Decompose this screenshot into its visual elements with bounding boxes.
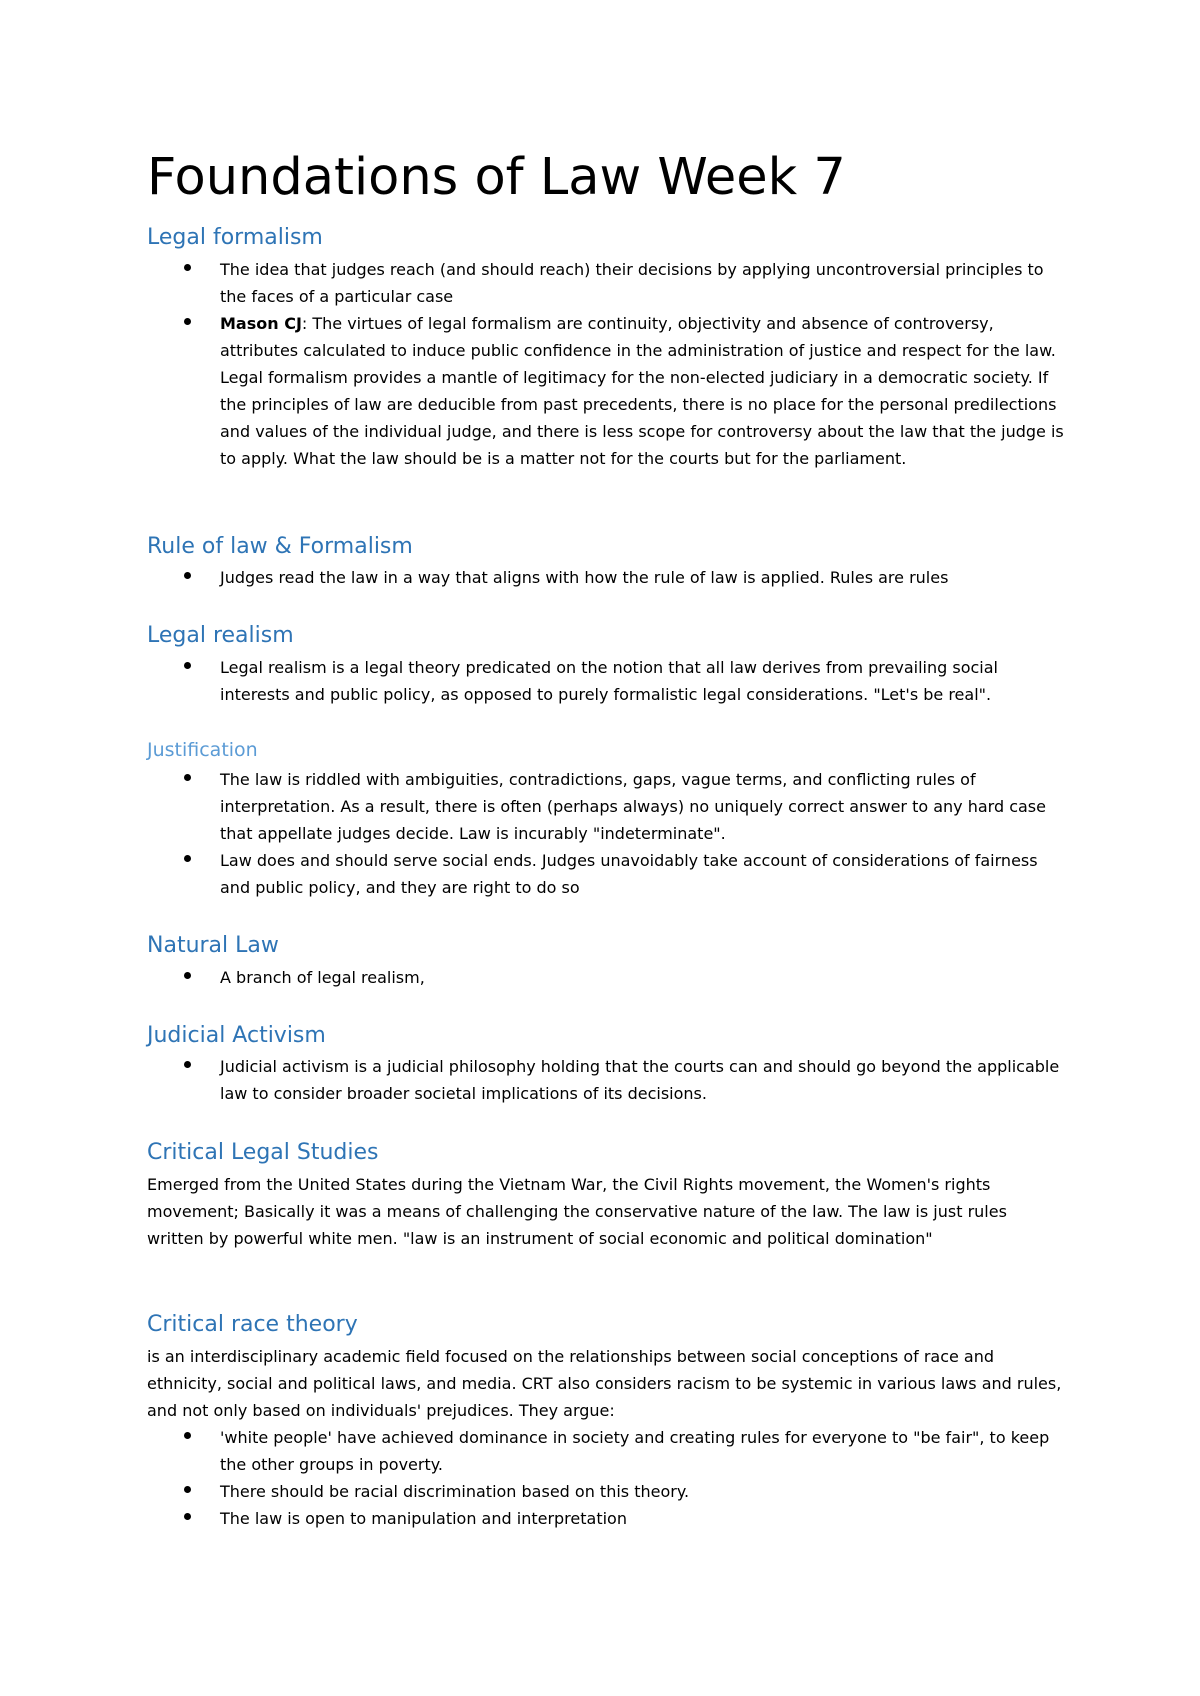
heading-legal-realism: Legal realism <box>147 623 294 648</box>
page-title: Foundations of Law Week 7 <box>147 148 846 207</box>
list-item-text: There should be racial discrimination based on this theory. <box>220 1482 690 1501</box>
list-justification <box>0 766 1200 901</box>
bullet-icon <box>184 774 191 781</box>
list-item <box>0 1505 1067 1532</box>
list-item-text: Legal realism is a legal theory predicated on the notion that all law derives from prevailing social interests and public policy, as opposed to purely formalistic legal considerations. "Let's be real". <box>220 658 998 704</box>
heading-critical-legal-studies: Critical Legal Studies <box>147 1140 379 1165</box>
term-mason-cj: Mason CJ <box>220 314 302 333</box>
list-item-text: The law is open to manipulation and interpretation <box>220 1509 627 1528</box>
list-natural-law <box>0 964 1200 991</box>
bullet-icon <box>184 318 191 325</box>
paragraph-critical-race-theory: is an interdisciplinary academic field focused on the relationships between social conceptions of race and ethnicity, social and political laws, and media. CRT also considers racism to be systemic in various laws and rules, and not only based on individuals' prejudices. They argue: <box>147 1347 1062 1420</box>
bullet-icon <box>184 1486 191 1493</box>
list-item <box>0 1478 1067 1505</box>
list-item-text: The law is riddled with ambiguities, contradictions, gaps, vague terms, and conflicting rules of interpretation. As a result, there is often (perhaps always) no uniquely correct answer to any hard case that appellate judges decide. Law is incurably "indeterminate". <box>220 770 1046 843</box>
list-item-text: The idea that judges reach (and should reach) their decisions by applying uncontroversial principles to the faces of a particular case <box>220 260 1044 306</box>
list-item <box>0 1424 1067 1478</box>
list-legal-formalism <box>0 256 1200 472</box>
heading-legal-formalism: Legal formalism <box>147 225 323 250</box>
bullet-icon <box>184 972 191 979</box>
bullet-icon <box>184 572 191 579</box>
list-item <box>0 310 1067 472</box>
heading-rule-of-law: Rule of law & Formalism <box>147 534 413 559</box>
bullet-icon <box>184 1061 191 1068</box>
list-rule-of-law <box>0 564 1200 591</box>
bullet-icon <box>184 855 191 862</box>
list-item-text: A branch of legal realism, <box>220 968 425 987</box>
heading-judicial-activism: Judicial Activism <box>147 1023 326 1048</box>
list-item <box>0 766 1067 847</box>
list-critical-race-theory <box>0 1424 1200 1532</box>
list-item <box>0 847 1067 901</box>
bullet-icon <box>184 1432 191 1439</box>
bullet-icon <box>184 662 191 669</box>
heading-natural-law: Natural Law <box>147 933 279 958</box>
list-item <box>0 964 1067 991</box>
bullet-icon <box>184 264 191 271</box>
list-item-text: Law does and should serve social ends. Judges unavoidably take account of considerations of fairness and public policy, and they are right to do so <box>220 851 1038 897</box>
list-item <box>0 654 1067 708</box>
bullet-icon <box>184 1513 191 1520</box>
list-item-text: 'white people' have achieved dominance in society and creating rules for everyone to "be fair", to keep the other groups in poverty. <box>220 1428 1050 1474</box>
list-item <box>0 256 1067 310</box>
list-item-text: : The virtues of legal formalism are continuity, objectivity and absence of controversy, attributes calculated to induce public confidence in the administration of justice and respect for the law. Legal formalism provides a mantle of legitimacy for the non-elected judiciary in a democratic society. If the principles of law are deducible from past precedents, there is no place for the personal predilections and values of the individual judge, and there is less scope for controversy about the law that the judge is to apply. What the law should be is a matter not for the courts but for the parliament. <box>220 314 1064 468</box>
heading-critical-race-theory: Critical race theory <box>147 1312 358 1337</box>
list-legal-realism <box>0 654 1200 708</box>
list-item <box>0 1053 1067 1107</box>
list-item-text: Judicial activism is a judicial philosophy holding that the courts can and should go beyond the applicable law to consider broader societal implications of its decisions. <box>220 1057 1060 1103</box>
list-item <box>0 564 1067 591</box>
subheading-justification: Justification <box>147 739 258 761</box>
list-item-text: Judges read the law in a way that aligns with how the rule of law is applied. Rules are rules <box>220 568 949 587</box>
paragraph-critical-legal-studies: Emerged from the United States during the Vietnam War, the Civil Rights movement, the Women's rights movement; Basically it was a means of challenging the conservative nature of the law. The law is just rules written by powerful white men. "law is an instrument of social economic and political domination" <box>147 1175 1007 1248</box>
list-judicial-activism <box>0 1053 1200 1107</box>
